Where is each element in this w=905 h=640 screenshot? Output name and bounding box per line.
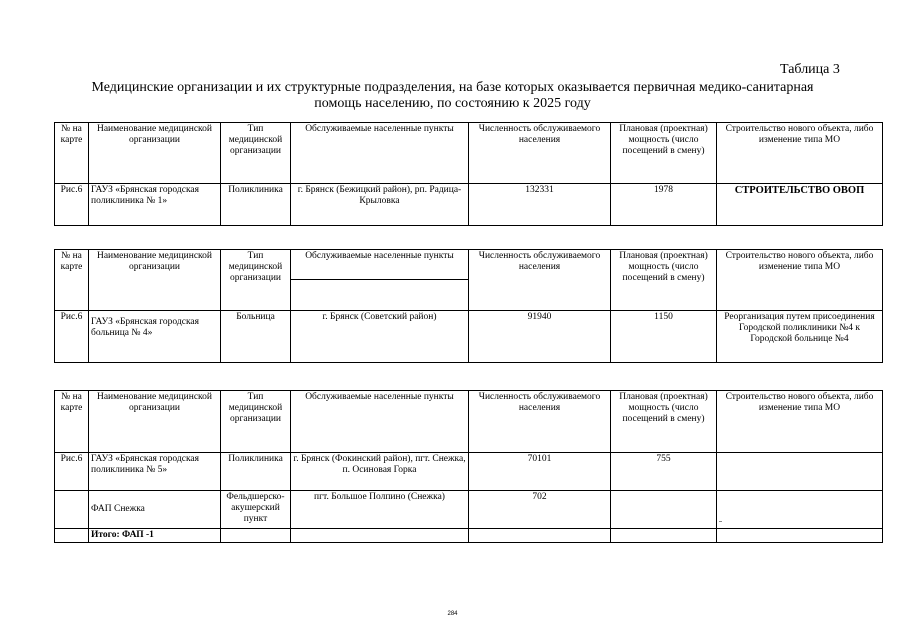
total-capacity-empty bbox=[611, 529, 717, 543]
cell-settlements: г. Брянск (Бежицкий район), рп. Радица-Крыловка bbox=[291, 184, 469, 226]
header-capacity: Плановая (проектная) мощность (число посещений в смену) bbox=[611, 250, 717, 311]
header-construction: Строительство нового объекта, либо изменение типа МО bbox=[717, 250, 883, 311]
cell-construction: СТРОИТЕЛЬСТВО ОВОП bbox=[717, 184, 883, 226]
header-construction: Строительство нового объекта, либо изменение типа МО bbox=[717, 123, 883, 184]
header-num: № на карте bbox=[55, 123, 89, 184]
cell-type: Поликлиника bbox=[221, 184, 291, 226]
cell-capacity bbox=[611, 491, 717, 529]
cell-num bbox=[55, 491, 89, 529]
caption-line-1: Медицинские организации и их структурные подразделения, на базе которых оказывается первичная медико-санитарная bbox=[91, 80, 814, 95]
header-name: Наименование медицинской организации bbox=[89, 250, 221, 311]
header-construction: Строительство нового объекта, либо изменение типа МО bbox=[717, 391, 883, 453]
total-label: Итого: ФАП -1 bbox=[89, 529, 221, 543]
page-number: 284 bbox=[447, 611, 458, 617]
header-settlements: Обслуживаемые населенные пункты bbox=[291, 391, 469, 453]
header-settlements: Обслуживаемые населенные пункты bbox=[291, 123, 469, 184]
cell-name: ГАУЗ «Брянская городская больница № 4» bbox=[89, 311, 221, 363]
header-capacity: Плановая (проектная) мощность (число посещений в смену) bbox=[611, 391, 717, 453]
header-capacity: Плановая (проектная) мощность (число посещений в смену) bbox=[611, 123, 717, 184]
table-row bbox=[55, 184, 883, 226]
total-num-empty bbox=[55, 529, 89, 543]
header-population: Численность обслуживаемого населения bbox=[469, 391, 611, 453]
caption-line-2: помощь населению, по состоянию к 2025 году bbox=[314, 96, 591, 111]
header-row bbox=[55, 250, 883, 280]
cell-construction bbox=[717, 491, 883, 529]
total-construction-empty bbox=[717, 529, 883, 543]
cell-population: 702 bbox=[469, 491, 611, 529]
cell-construction: Реорганизация путем присоединения Городской поликлиники №4 к Городской больнице №4 bbox=[717, 311, 883, 363]
cell-type: Фельдшерско-акушерский пункт bbox=[221, 491, 291, 529]
cell-num: Рис.6 bbox=[55, 311, 89, 363]
header-settlements-empty bbox=[291, 280, 469, 311]
cell-capacity: 1978 bbox=[611, 184, 717, 226]
cell-settlements: пгт. Большое Полпино (Снежка) bbox=[291, 491, 469, 529]
cell-construction bbox=[717, 453, 883, 491]
table-polyclinic-5 bbox=[54, 390, 883, 543]
header-population: Численность обслуживаемого населения bbox=[469, 250, 611, 311]
cell-name: ГАУЗ «Брянская городская поликлиника № 5» bbox=[89, 453, 221, 491]
header-name: Наименование медицинской организации bbox=[89, 123, 221, 184]
total-row bbox=[55, 529, 883, 543]
header-population: Численность обслуживаемого населения bbox=[469, 123, 611, 184]
table-number: Таблица 3 bbox=[780, 62, 840, 77]
table-row bbox=[55, 453, 883, 491]
cell-population: 70101 bbox=[469, 453, 611, 491]
cell-num: Рис.6 bbox=[55, 184, 89, 226]
table-row bbox=[55, 491, 883, 529]
cell-name: ФАП Снежка bbox=[89, 491, 221, 529]
header-name: Наименование медицинской организации bbox=[89, 391, 221, 453]
header-type: Тип медицинской организации bbox=[221, 250, 291, 311]
cell-type: Больница bbox=[221, 311, 291, 363]
total-type-empty bbox=[221, 529, 291, 543]
header-settlements: Обслуживаемые населенные пункты bbox=[291, 250, 469, 280]
cell-num: Рис.6 bbox=[55, 453, 89, 491]
total-population-empty bbox=[469, 529, 611, 543]
table-polyclinic-1 bbox=[54, 122, 883, 226]
cell-type: Поликлиника bbox=[221, 453, 291, 491]
cell-name: ГАУЗ «Брянская городская поликлиника № 1» bbox=[89, 184, 221, 226]
scan-mark bbox=[719, 521, 722, 522]
cell-population: 91940 bbox=[469, 311, 611, 363]
header-num: № на карте bbox=[55, 250, 89, 311]
total-settlements-empty bbox=[291, 529, 469, 543]
header-num: № на карте bbox=[55, 391, 89, 453]
cell-settlements: г. Брянск (Фокинский район), пгт. Снежка, п. Осиновая Горка bbox=[291, 453, 469, 491]
cell-settlements: г. Брянск (Советский район) bbox=[291, 311, 469, 363]
header-type: Тип медицинской организации bbox=[221, 391, 291, 453]
cell-capacity: 1150 bbox=[611, 311, 717, 363]
table-hospital-4 bbox=[54, 249, 883, 363]
table-caption bbox=[30, 80, 875, 112]
header-row bbox=[55, 391, 883, 453]
header-type: Тип медицинской организации bbox=[221, 123, 291, 184]
header-row bbox=[55, 123, 883, 184]
cell-capacity: 755 bbox=[611, 453, 717, 491]
cell-population: 132331 bbox=[469, 184, 611, 226]
table-row bbox=[55, 311, 883, 363]
